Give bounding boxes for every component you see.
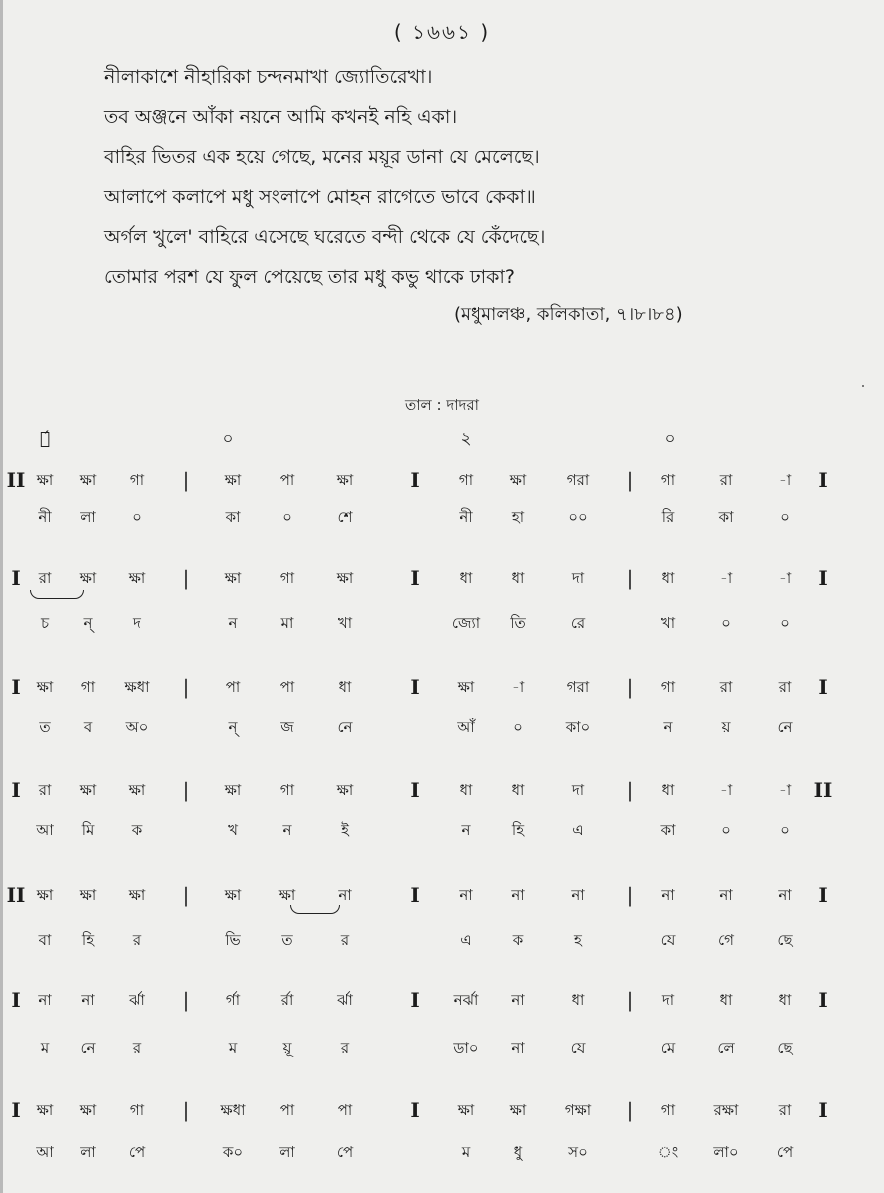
swara-note: ধা [778,991,792,1009]
swara-note: -া [719,569,733,587]
bar-line: I [818,988,828,1012]
page-edge-shadow [0,0,3,1193]
slur-arc [30,590,84,599]
lyric-syllable: ন [228,614,238,632]
bar-line: I [410,468,420,492]
swara-note: ক্ষধা [124,678,150,696]
swara-note: পা [225,678,241,696]
lyric-syllable: র [340,1039,350,1057]
swara-note: ক্ষা [224,471,242,489]
swara-note: ক্ষা [128,569,146,587]
bar-line: I [410,675,420,699]
lyric-syllable: নী [459,508,473,526]
lyric-syllable: য় [721,718,731,736]
swara-note: না [719,886,733,904]
swara-note: ক্ষা [509,1101,527,1119]
lyric-syllable: পে [336,1143,354,1161]
bar-line: I [410,883,420,907]
page-number: ( ১৬৬১ ) [393,20,491,44]
lyric-syllable: ন [282,821,292,839]
lyric-syllable: যে [570,1039,586,1057]
bar-line: II [813,778,833,802]
bar-line: | [182,883,190,907]
lyric-syllable: ন [461,821,471,839]
swara-note: ক্ষা [36,678,54,696]
lyric-syllable: আ [36,1143,54,1161]
swara-note: ধা [459,781,473,799]
lyric-syllable: ং [657,1143,679,1161]
bar-line: I [410,988,420,1012]
swara-note: রক্ষা [713,1101,739,1119]
swara-note: গা [129,471,145,489]
bar-line: I [818,1098,828,1122]
lyric-syllable: হি [511,821,525,839]
swara-note: ক্ষা [36,471,54,489]
swara-note: গা [279,781,295,799]
lyric-syllable: ম [461,1143,471,1161]
lyric-syllable: লা [80,1143,96,1161]
bar-line: | [182,566,190,590]
swara-note: ধা [511,781,525,799]
lyric-syllable: নে [777,718,793,736]
bar-line: I [410,778,420,802]
swara-note: ক্ষা [278,886,296,904]
swara-note: রা [38,569,52,587]
lyric-syllable: ছে [777,1039,793,1057]
swara-note: ক্ষা [128,886,146,904]
swara-note: রা [778,1101,792,1119]
lyric-syllable: স০ [568,1143,588,1161]
lyric-syllable: রে [570,614,586,632]
lyric-syllable: ক [512,931,524,949]
swara-note: না [38,991,52,1009]
beat-mark: ০ [222,429,234,449]
swara-note: ক্ষা [224,886,242,904]
lyric-syllable: না [511,1039,525,1057]
source-citation: (মধুমালঞ্চ, কলিকাতা, ৭।৮।৮৪) [454,304,683,325]
swara-note: ধা [571,991,585,1009]
swara-note: ক্ষা [79,886,97,904]
lyric-syllable: আ [36,821,54,839]
lyric-syllable: জ্যো [451,614,481,632]
swara-note: পা [279,471,295,489]
swara-note: ক্ষা [336,781,354,799]
bar-line: | [182,1098,190,1122]
beat-mark: ১́ [39,429,51,449]
swara-note: না [778,886,792,904]
song-lyrics [104,64,804,304]
swara-note: পা [279,1101,295,1119]
swara-note: -া [719,781,733,799]
lyric-syllable: ন্ [228,718,238,736]
lyric-syllable: কা [718,508,734,526]
lyric-line: আলাপে কলাপে মধু সংলাপে মোহন রাগেতে ভাবে কেকা॥ [104,186,536,208]
swara-note: ধা [459,569,473,587]
lyric-line: তব অঞ্জনে আঁকা নয়নে আমি কখনই নহি একা। [104,106,458,128]
swara-note: -া [511,678,525,696]
swara-note: -া [778,781,792,799]
lyric-syllable: লে [717,1039,735,1057]
swara-note: র্ঝা [337,991,353,1009]
lyric-syllable: ত [39,718,51,736]
lyric-syllable: জ [280,718,294,736]
lyric-syllable: এ [572,821,584,839]
lyric-line: তোমার পরশ যে ফুল পেয়েছে তার মধু কভু থাকে ঢাকা? [104,266,515,288]
lyric-syllable: ০ [721,821,731,839]
lyric-syllable: আঁ [457,718,475,736]
swara-note: গা [660,678,676,696]
swara-note: দা [661,991,675,1009]
bar-line: I [818,468,828,492]
bar-line: | [626,675,634,699]
bar-line: | [182,468,190,492]
bar-line: I [818,566,828,590]
beat-mark: ০ [664,429,676,449]
swara-note: ধা [661,569,675,587]
lyric-syllable: লা [80,508,96,526]
lyric-syllable: খা [660,614,676,632]
swara-note: না [81,991,95,1009]
swara-note: না [511,886,525,904]
swara-note: ক্ষা [224,569,242,587]
lyric-syllable: ই [341,821,349,839]
lyric-syllable: হি [81,931,95,949]
lyric-syllable: লা০ [713,1143,739,1161]
beat-mark: ২ [460,429,472,449]
swara-note: ক্ষা [79,569,97,587]
lyric-syllable: ক০ [222,1143,244,1161]
bar-line: I [11,1098,21,1122]
lyric-syllable: এ [460,931,472,949]
lyric-syllable: ডা০ [453,1039,479,1057]
swara-note: ধা [661,781,675,799]
swara-note: গা [458,471,474,489]
lyric-syllable: যে [660,931,676,949]
swara-note: গা [279,569,295,587]
swara-note: র্গা [225,991,241,1009]
swara-note: ধা [511,569,525,587]
lyric-syllable: ভি [225,931,241,949]
lyric-syllable: র [132,1039,142,1057]
lyric-syllable: ০ [721,614,731,632]
lyric-syllable: লা [279,1143,295,1161]
bar-line: I [410,1098,420,1122]
lyric-syllable: খ [228,821,238,839]
swara-note: র্ঝা [129,991,145,1009]
bar-line: | [626,566,634,590]
swara-note: গক্ষা [564,1101,592,1119]
swara-note: ক্ষা [457,1101,475,1119]
lyric-syllable: দ [133,614,141,632]
swara-note: রা [719,678,733,696]
bar-line: | [182,778,190,802]
lyric-syllable: ০০ [568,508,588,526]
lyric-syllable: ০ [132,508,142,526]
bar-line: | [626,468,634,492]
bar-line: | [182,988,190,1012]
lyric-syllable: শে [337,508,353,526]
lyric-syllable: তি [510,614,526,632]
swara-note: র্রা [280,991,294,1009]
swara-note: গরা [566,678,590,696]
lyric-syllable: খা [337,614,353,632]
bar-line: I [410,566,420,590]
swara-note: ক্ষা [36,886,54,904]
lyric-syllable: ধু [513,1143,523,1161]
swara-note: রা [719,471,733,489]
swara-note: ক্ষা [336,471,354,489]
lyric-syllable: ন [663,718,673,736]
lyric-syllable: ব [83,718,93,736]
bar-line: | [626,1098,634,1122]
swara-note: গরা [566,471,590,489]
swara-note: গা [80,678,96,696]
swara-note: -া [778,471,792,489]
swara-note: পা [337,1101,353,1119]
swara-note: ধা [719,991,733,1009]
lyric-syllable: কা [225,508,241,526]
swara-note: ক্ষা [336,569,354,587]
swara-note: ক্ষা [128,781,146,799]
lyric-syllable: ০ [780,508,790,526]
swara-note: না [571,886,585,904]
swara-note: গা [660,471,676,489]
lyric-syllable: ছে [777,931,793,949]
lyric-line: বাহির ভিতর এক হয়ে গেছে, মনের ময়ূর ডানা যে মেলেছে। [104,146,540,168]
lyric-syllable: ক [131,821,143,839]
bar-line: I [11,778,21,802]
swara-note: ক্ষধা [220,1101,246,1119]
swara-note: ক্ষা [79,471,97,489]
lyric-syllable: হ [574,931,582,949]
swara-note: -া [778,569,792,587]
lyric-syllable: য়ূ [282,1039,292,1057]
bar-line: I [11,566,21,590]
slur-arc [290,905,340,914]
lyric-syllable: মি [81,821,95,839]
lyric-syllable: নে [337,718,353,736]
swara-note: নর্ঝা [453,991,479,1009]
swara-note: ক্ষা [457,678,475,696]
lyric-syllable: ত [281,931,293,949]
swara-note: পা [279,678,295,696]
lyric-syllable: ম [40,1039,50,1057]
swara-note: না [459,886,473,904]
lyric-syllable: ০ [780,614,790,632]
bar-line: I [11,988,21,1012]
swara-note: ক্ষা [224,781,242,799]
lyric-syllable: রি [661,508,675,526]
lyric-syllable: ম [228,1039,238,1057]
lyric-syllable: কা [660,821,676,839]
lyric-syllable: পে [776,1143,794,1161]
lyric-syllable: চ [40,614,50,632]
swara-note: ক্ষা [36,1101,54,1119]
bar-line: | [626,778,634,802]
lyric-syllable: র [340,931,350,949]
bar-line: I [11,675,21,699]
bar-line: II [6,468,26,492]
page-speck [862,385,864,387]
lyric-syllable: কা০ [565,718,591,736]
swara-note: ক্ষা [509,471,527,489]
swara-note: ক্ষা [79,1101,97,1119]
lyric-syllable: হা [511,508,525,526]
lyric-syllable: নে [80,1039,96,1057]
bar-line: | [182,675,190,699]
swara-note: রা [778,678,792,696]
swara-note: দা [571,569,585,587]
swara-note: দা [571,781,585,799]
lyric-syllable: ০ [513,718,523,736]
lyric-syllable: গে [718,931,734,949]
swara-note: ধা [338,678,352,696]
swara-note: না [661,886,675,904]
swara-note: না [511,991,525,1009]
lyric-syllable: মে [660,1039,676,1057]
bar-line: | [626,988,634,1012]
bar-line: II [6,883,26,907]
lyric-syllable: বা [38,931,52,949]
lyric-syllable: নী [38,508,52,526]
lyric-syllable: ০ [780,821,790,839]
swara-note: গা [660,1101,676,1119]
lyric-syllable: অ০ [125,718,149,736]
swara-note: রা [38,781,52,799]
swara-note: ক্ষা [79,781,97,799]
lyric-syllable: পে [128,1143,146,1161]
lyric-syllable: ন্ [83,614,93,632]
bar-line: I [818,675,828,699]
lyric-line: নীলাকাশে নীহারিকা চন্দনমাখা জ্যোতিরেখা। [104,66,433,88]
bar-line: | [626,883,634,907]
swara-note: গা [129,1101,145,1119]
taal-heading: তাল : দাদরা [404,396,480,414]
swara-note: না [338,886,352,904]
lyric-line: অর্গল খুলে' বাহিরে এসেছে ঘরেতে বন্দী থেকে যে কেঁদেছে। [104,226,546,248]
lyric-syllable: ০ [282,508,292,526]
bar-line: I [818,883,828,907]
lyric-syllable: মা [280,614,294,632]
lyric-syllable: র [132,931,142,949]
